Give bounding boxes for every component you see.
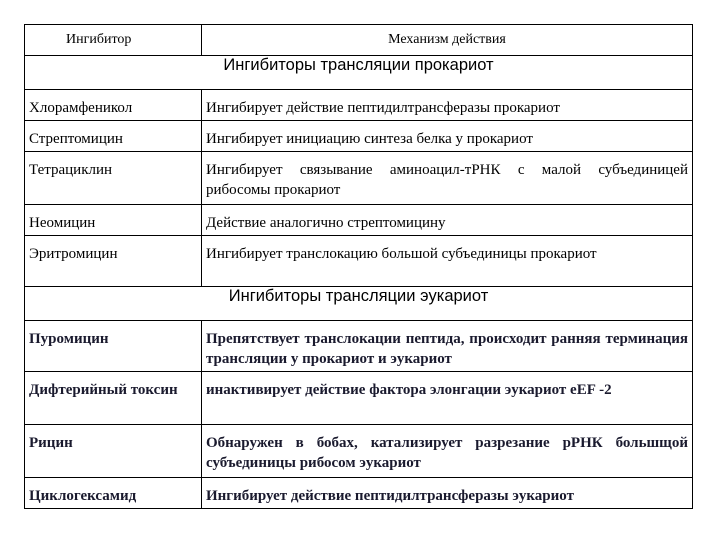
drug-name: Хлорамфеникол <box>25 90 202 121</box>
drug-mechanism: Ингибирует действие пептидилтрансферазы прокариот <box>202 90 693 121</box>
table-row <box>25 90 693 121</box>
drug-mechanism: Действие аналогично стрептомицину <box>202 205 693 236</box>
table-row <box>25 236 693 287</box>
drug-name: Циклогексамид <box>25 478 202 509</box>
drug-mechanism: инактивирует действие фактора элонгации эукариот eEF -2 <box>202 372 693 425</box>
drug-mechanism: Ингибирует инициацию синтеза белка у прокариот <box>202 121 693 152</box>
section-title-row <box>25 287 693 321</box>
table-row <box>25 205 693 236</box>
drug-name: Пуромицин <box>25 321 202 372</box>
table-row <box>25 152 693 205</box>
table-row <box>25 321 693 372</box>
table-row <box>25 478 693 509</box>
drug-mechanism: Ингибирует связывание аминоацил-тРНК с малой субъединицей рибосомы прокариот <box>202 152 693 205</box>
drug-mechanism: Препятствует транслокации пептида, происходит ранняя терминация трансляции у прокариот и эукариот <box>202 321 693 372</box>
table-row <box>25 121 693 152</box>
header-inhibitor: Ингибитор <box>25 25 202 56</box>
table-row <box>25 372 693 425</box>
drug-name: Неомицин <box>25 205 202 236</box>
drug-mechanism: Обнаружен в бобах, катализирует разрезание рРНК большщой субъединицы рибосом эукариот <box>202 425 693 478</box>
drug-name: Дифтерийный токсин <box>25 372 202 425</box>
drug-mechanism: Ингибирует транслокацию большой субъединицы прокариот <box>202 236 693 287</box>
drug-mechanism: Ингибирует действие пептидилтрансферазы эукариот <box>202 478 693 509</box>
drug-name: Рицин <box>25 425 202 478</box>
header-mechanism: Механизм действия <box>202 25 693 56</box>
section-title-prokaryotes: Ингибиторы трансляции прокариот <box>25 56 693 90</box>
drug-name: Стрептомицин <box>25 121 202 152</box>
drug-name: Эритромицин <box>25 236 202 287</box>
table-header-row <box>25 25 693 56</box>
section-title-eukaryotes: Ингибиторы трансляции эукариот <box>25 287 693 321</box>
inhibitors-table <box>24 24 693 509</box>
drug-name: Тетрациклин <box>25 152 202 205</box>
table-row <box>25 425 693 478</box>
section-title-row <box>25 56 693 90</box>
